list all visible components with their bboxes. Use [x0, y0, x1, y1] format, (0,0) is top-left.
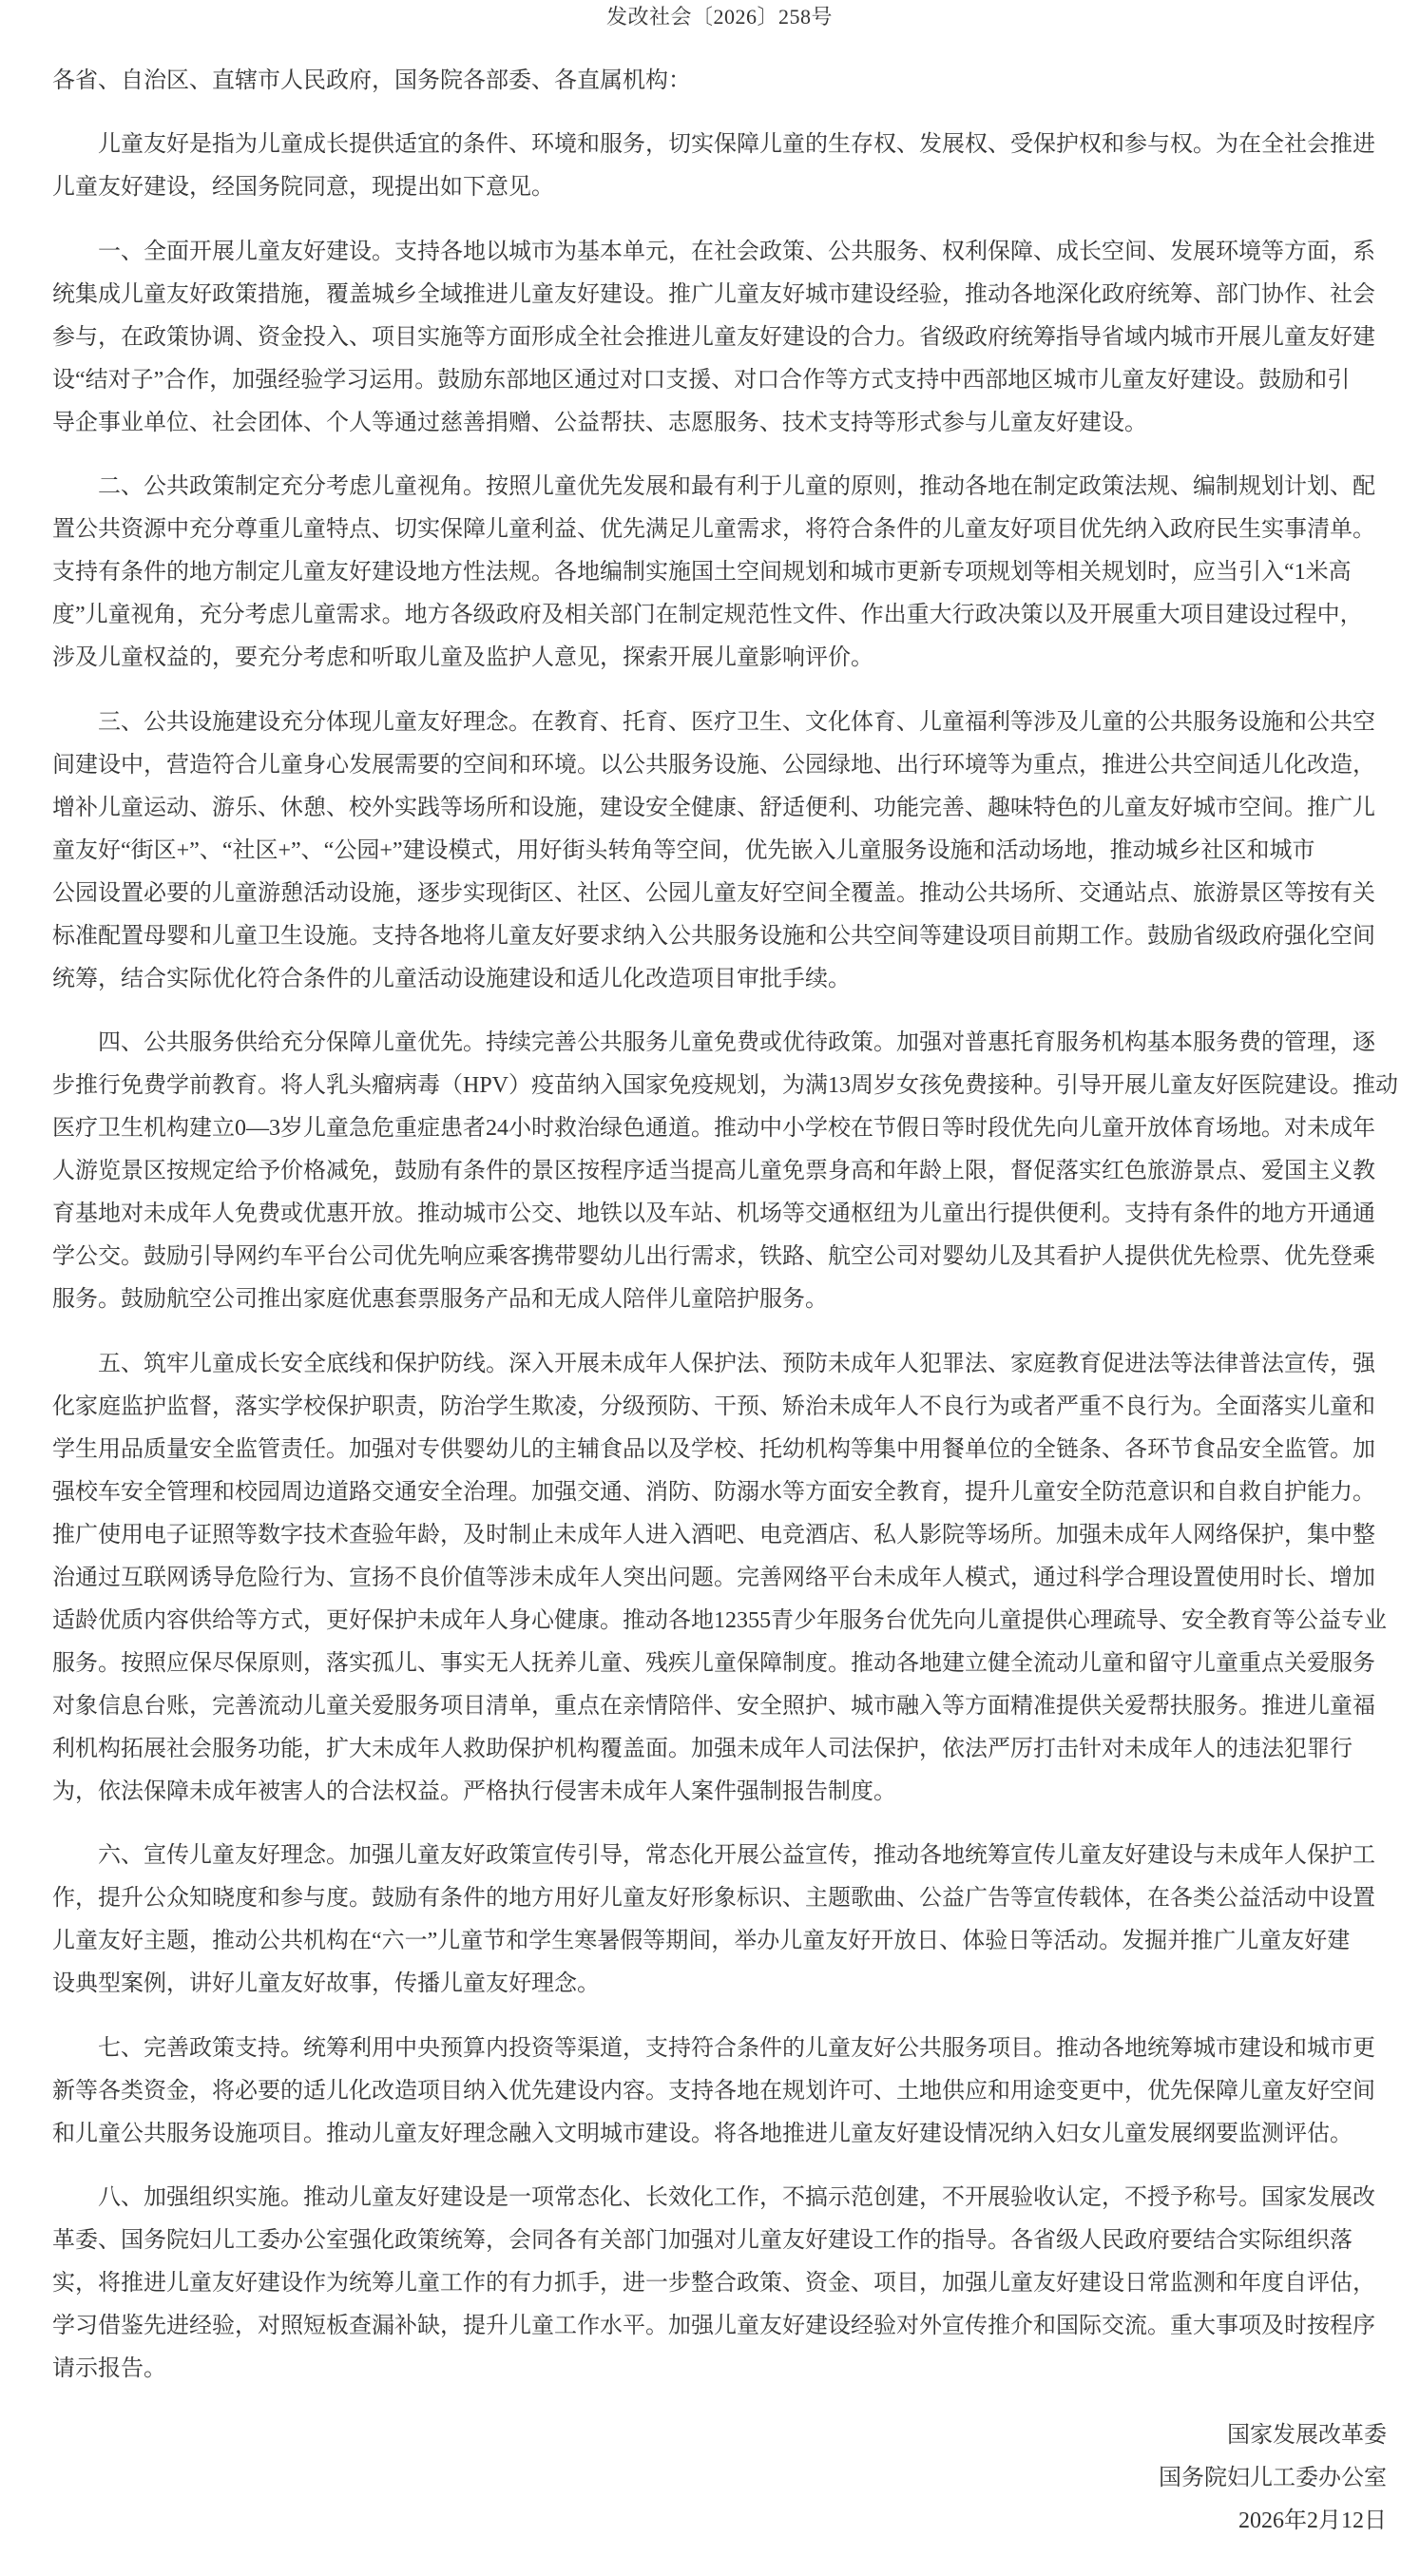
text-line: 增补儿童运动、游乐、休憩、校外实践等场所和设施，建设安全健康、舒适便利、功能完善、趣味特色的儿童友好城市空间。推广儿: [52, 795, 1375, 820]
text-line: 三、公共设施建设充分体现儿童友好理念。在教育、托育、医疗卫生、文化体育、儿童福利等涉及儿童的公共服务设施和公共空: [98, 709, 1375, 735]
text-line: 化家庭监护监督，落实学校保护职责，防治学生欺凌，分级预防、干预、矫治未成年人不良行为或者严重不良行为。全面落实儿童和: [52, 1394, 1375, 1419]
text-line: 设典型案例，讲好儿童友好故事，传播儿童友好理念。: [52, 1971, 600, 1996]
text-line: 步推行免费学前教育。将人乳头瘤病毒（HPV）疫苗纳入国家免疫规划，为满13周岁女孩免费接种。引导开展儿童友好医院建设。推动: [52, 1073, 1399, 1098]
text-line: 新等各类资金，将必要的适儿化改造项目纳入优先建设内容。支持各地在规划许可、土地供应和用途变更中，优先保障儿童友好空间: [52, 2078, 1375, 2104]
section-3-paragraph: [52, 702, 1387, 1001]
text-line: 作，提升公众知晓度和参与度。鼓励有条件的地方用好儿童友好形象标识、主题歌曲、公益广告等宣传载体，在各类公益活动中设置: [52, 1886, 1375, 1911]
signatory-women-children-committee-office: 国务院妇儿工委办公室: [1159, 2465, 1387, 2490]
text-line: 推广使用电子证照等数字技术查验年龄，及时制止未成年人进入酒吧、电竞酒店、私人影院等场所。加强未成年人网络保护，集中整: [52, 1522, 1375, 1548]
text-line: 统集成儿童友好政策措施，覆盖城乡全域推进儿童友好建设。推广儿童友好城市建设经验，推动各地深化政府统筹、部门协作、社会: [52, 281, 1375, 307]
text-line: 服务。鼓励航空公司推出家庭优惠套票服务产品和无成人陪伴儿童陪护服务。: [52, 1287, 828, 1312]
section-7-paragraph: [52, 2028, 1387, 2156]
text-line: 公园设置必要的儿童游憩活动设施，逐步实现街区、社区、公园儿童友好空间全覆盖。推动公共场所、交通站点、旅游景区等按有关: [52, 880, 1375, 906]
text-line: 为，依法保障未成年被害人的合法权益。严格执行侵害未成年人案件强制报告制度。: [52, 1778, 896, 1804]
text-line: 二、公共政策制定充分考虑儿童视角。按照儿童优先发展和最有利于儿童的原则，推动各地在制定政策法规、编制规划计划、配: [98, 474, 1375, 499]
section-6-paragraph: [52, 1835, 1387, 2006]
section-8-paragraph: [52, 2177, 1387, 2391]
text-line: 儿童友好建设，经国务院同意，现提出如下意见。: [52, 175, 554, 200]
text-line: 一、全面开展儿童友好建设。支持各地以城市为基本单元，在社会政策、公共服务、权利保障、成长空间、发展环境等方面，系: [98, 239, 1375, 264]
section-2-paragraph: [52, 466, 1387, 680]
text-line: 革委、国务院妇儿工委办公室强化政策统筹，会同各有关部门加强对儿童友好建设工作的指导。各省级人民政府要结合实际组织落: [52, 2228, 1353, 2253]
signature-date: 2026年2月12日: [1238, 2508, 1387, 2533]
text-line: 间建设中，营造符合儿童身心发展需要的空间和环境。以公共服务设施、公园绿地、出行环境等为重点，推进公共空间适儿化改造，: [52, 752, 1375, 778]
text-line: 强校车安全管理和校园周边道路交通安全治理。加强交通、消防、防溺水等方面安全教育，提升儿童安全防范意识和自救自护能力。: [52, 1479, 1375, 1505]
text-line: 育基地对未成年人免费或优惠开放。推动城市公交、地铁以及车站、机场等交通枢纽为儿童出行提供便利。支持有条件的地方开通通: [52, 1201, 1375, 1226]
text-line: 标准配置母婴和儿童卫生设施。支持各地将儿童友好要求纳入公共服务设施和公共空间等建设项目前期工作。鼓励省级政府强化空间: [52, 923, 1375, 949]
text-line: 置公共资源中充分尊重儿童特点、切实保障儿童利益、优先满足儿童需求，将符合条件的儿童友好项目优先纳入政府民生实事清单。: [52, 517, 1375, 542]
text-line: 学公交。鼓励引导网约车平台公司优先响应乘客携带婴幼儿出行需求，铁路、航空公司对婴幼儿及其看护人提供优先检票、优先登乘: [52, 1244, 1375, 1269]
text-line: 支持有条件的地方制定儿童友好建设地方性法规。各地编制实施国土空间规划和城市更新专项规划等相关规划时，应当引入“1米高: [52, 560, 1352, 585]
text-line: 对象信息台账，完善流动儿童关爱服务项目清单，重点在亲情陪伴、安全照护、城市融入等方面精准提供关爱帮扶服务。推进儿童福: [52, 1693, 1375, 1719]
text-line: 六、宣传儿童友好理念。加强儿童友好政策宣传引导，常态化开展公益宣传，推动各地统筹宣传儿童友好建设与未成年人保护工: [98, 1843, 1375, 1868]
document-number: 发改社会〔2026〕258号: [605, 5, 833, 29]
text-line: 利机构拓展社会服务功能，扩大未成年人救助保护机构覆盖面。加强未成年人司法保护，依法严厉打击针对未成年人的违法犯罪行: [52, 1736, 1353, 1761]
text-line: 医疗卫生机构建立0—3岁儿童急危重症患者24小时救治绿色通道。推动中小学校在节假日等时段优先向儿童开放体育场地。对未成年: [52, 1116, 1375, 1141]
text-line: 童友好“街区+”、“社区+”、“公园+”建设模式，用好街头转角等空间，优先嵌入儿童服务设施和活动场地，推动城乡社区和城市: [52, 837, 1315, 863]
text-line: 服务。按照应保尽保原则，落实孤儿、事实无人抚养儿童、残疾儿童保障制度。推动各地建立健全流动儿童和留守儿童重点关爱服务: [52, 1650, 1375, 1676]
text-line: 学生用品质量安全监管责任。加强对专供婴幼儿的主辅食品以及学校、托幼机构等集中用餐单位的全链条、各环节食品安全监管。加: [52, 1436, 1375, 1462]
text-line: 五、筑牢儿童成长安全底线和保护防线。深入开展未成年人保护法、预防未成年人犯罪法、家庭教育促进法等法律普法宣传，强: [98, 1351, 1375, 1376]
salutation: 各省、自治区、直辖市人民政府，国务院各部委、各直属机构：: [52, 67, 691, 93]
text-line: 参与，在政策协调、资金投入、项目实施等方面形成全社会推进儿童友好建设的合力。省级政府统筹指导省域内城市开展儿童友好建: [52, 324, 1375, 350]
text-line: 儿童友好主题，推动公共机构在“六一”儿童节和学生寒暑假等期间，举办儿童友好开放日、体验日等活动。发掘并推广儿童友好建: [52, 1929, 1351, 1953]
text-line: 请示报告。: [52, 2356, 166, 2381]
text-line: 设“结对子”合作，加强经验学习运用。鼓励东部地区通过对口支援、对口合作等方式支持中西部地区城市儿童友好建设。鼓励和引: [52, 367, 1351, 393]
section-4-paragraph: [52, 1022, 1399, 1321]
text-line: 导企事业单位、社会团体、个人等通过慈善捐赠、公益帮扶、志愿服务、技术支持等形式参与儿童友好建设。: [52, 410, 1147, 435]
signature-block: [52, 2414, 1387, 2543]
section-5-paragraph: [52, 1343, 1387, 1814]
paragraph-intro: [52, 124, 1387, 209]
text-line: 实，将推进儿童友好建设作为统筹儿童工作的有力抓手，进一步整合政策、资金、项目，加强儿童友好建设日常监测和年度自评估，: [52, 2271, 1375, 2296]
text-line: 八、加强组织实施。推动儿童友好建设是一项常态化、长效化工作，不搞示范创建，不开展验收认定，不授予称号。国家发展改: [98, 2185, 1375, 2210]
document-page: [52, 0, 1399, 2543]
text-line: 四、公共服务供给充分保障儿童优先。持续完善公共服务儿童免费或优待政策。加强对普惠托育服务机构基本服务费的管理，逐: [98, 1030, 1375, 1055]
text-line: 七、完善政策支持。统筹利用中央预算内投资等渠道，支持符合条件的儿童友好公共服务项目。推动各地统筹城市建设和城市更: [98, 2035, 1375, 2061]
text-line: 和儿童公共服务设施项目。推动儿童友好理念融入文明城市建设。将各地推进儿童友好建设情况纳入妇女儿童发展纲要监测评估。: [52, 2121, 1353, 2146]
text-line: 适龄优质内容供给等方式，更好保护未成年人身心健康。推动各地12355青少年服务台优先向儿童提供心理疏导、安全教育等公益专业: [52, 1607, 1387, 1633]
signatory-ndrc: 国家发展改革委: [1227, 2422, 1387, 2448]
text-line: 学习借鉴先进经验，对照短板查漏补缺，提升儿童工作水平。加强儿童友好建设经验对外宣传推介和国际交流。重大事项及时按程序: [52, 2314, 1375, 2338]
text-line: 人游览景区按规定给予价格减免，鼓励有条件的景区按程序适当提高儿童免票身高和年龄上限，督促落实红色旅游景点、爱国主义教: [52, 1159, 1375, 1183]
text-line: 统筹，结合实际优化符合条件的儿童活动设施建设和适儿化改造项目审批手续。: [52, 966, 851, 991]
section-1-paragraph: [52, 231, 1387, 445]
text-line: 度”儿童视角，充分考虑儿童需求。地方各级政府及相关部门在制定规范性文件、作出重大行政决策以及开展重大项目建设过程中，: [52, 603, 1363, 627]
text-line: 治通过互联网诱导危险行为、宣扬不良价值等涉未成年人突出问题。完善网络平台未成年人模式，通过科学合理设置使用时长、增加: [52, 1565, 1375, 1590]
text-line: 涉及儿童权益的，要充分考虑和听取儿童及监护人意见，探索开展儿童影响评价。: [52, 645, 873, 670]
text-line: 儿童友好是指为儿童成长提供适宜的条件、环境和服务，切实保障儿童的生存权、发展权、受保护权和参与权。为在全社会推进: [98, 132, 1375, 157]
